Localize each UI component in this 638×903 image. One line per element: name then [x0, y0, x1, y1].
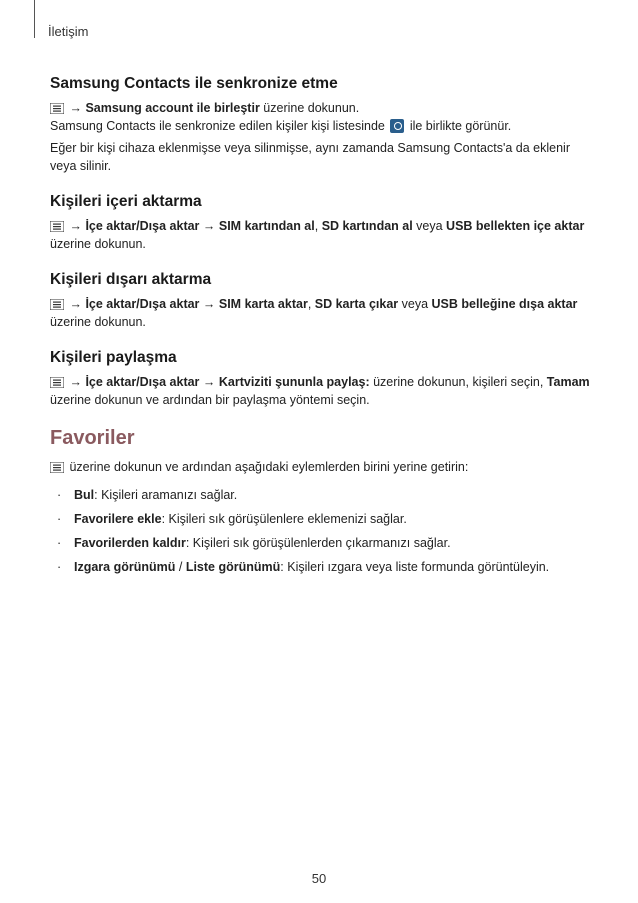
section-sync — [50, 75, 590, 175]
section-title: Kişileri dışarı aktarma — [50, 271, 212, 288]
list-item: · Bul: Kişileri aramanızı sağlar. — [57, 488, 238, 502]
list-item: · Favorilere ekle: Kişileri sık görüşülenlere eklemenizi sağlar. — [57, 512, 407, 526]
instruction: → İçe aktar/Dışa aktar → SIM kartından al, SD kartından al veya USB bellekten içe aktar üzerine dokunun. — [50, 219, 585, 251]
section-title: Kişileri paylaşma — [50, 349, 177, 366]
sync-note: Eğer bir kişi cihaza eklenmişse veya silinmişse, aynı zamanda Samsung Contacts'a da eklenir veya silinir. — [50, 141, 570, 173]
page-number: 50 — [311, 871, 327, 886]
section-export — [50, 271, 590, 331]
list-item: · Favorilerden kaldır: Kişileri sık görüşülenlerden çıkarmanızı sağlar. — [57, 536, 451, 550]
menu-icon — [50, 103, 64, 114]
section-title: Samsung Contacts ile senkronize etme — [50, 75, 338, 92]
menu-icon — [50, 299, 64, 310]
menu-icon — [50, 462, 64, 473]
section-title: Kişileri içeri aktarma — [50, 193, 202, 210]
page-content — [50, 75, 590, 582]
instruction: → İçe aktar/Dışa aktar → Kartviziti şununla paylaş: üzerine dokunun, kişileri seçin, Tamam üzerine dokunun ve ardından bir paylaşma yöntemi seçin. — [50, 375, 590, 407]
section-share — [50, 349, 590, 409]
favorites-list — [50, 486, 590, 576]
list-item: · Izgara görünümü / Liste görünümü: Kişileri ızgara veya liste formunda görüntüleyin. — [57, 560, 550, 574]
section-import — [50, 193, 590, 253]
menu-icon — [50, 221, 64, 232]
favorites-intro: üzerine dokunun ve ardından aşağıdaki eylemlerden birini yerine getirin: — [50, 458, 590, 476]
sync-description: Samsung Contacts ile senkronize edilen kişiler kişi listesinde ile birlikte görünür. — [50, 119, 512, 133]
menu-icon — [50, 377, 64, 388]
favorites-title: Favoriler — [50, 427, 135, 449]
section-favorites — [50, 427, 590, 576]
contacts-icon — [390, 119, 404, 133]
header-divider — [34, 0, 35, 38]
chapter-title: İletişim — [48, 24, 89, 39]
instruction: → İçe aktar/Dışa aktar → SIM karta aktar, SD karta çıkar veya USB belleğine dışa aktar üzerine dokunun. — [50, 297, 578, 329]
instruction: → Samsung account ile birleştir üzerine dokunun. — [50, 99, 590, 117]
